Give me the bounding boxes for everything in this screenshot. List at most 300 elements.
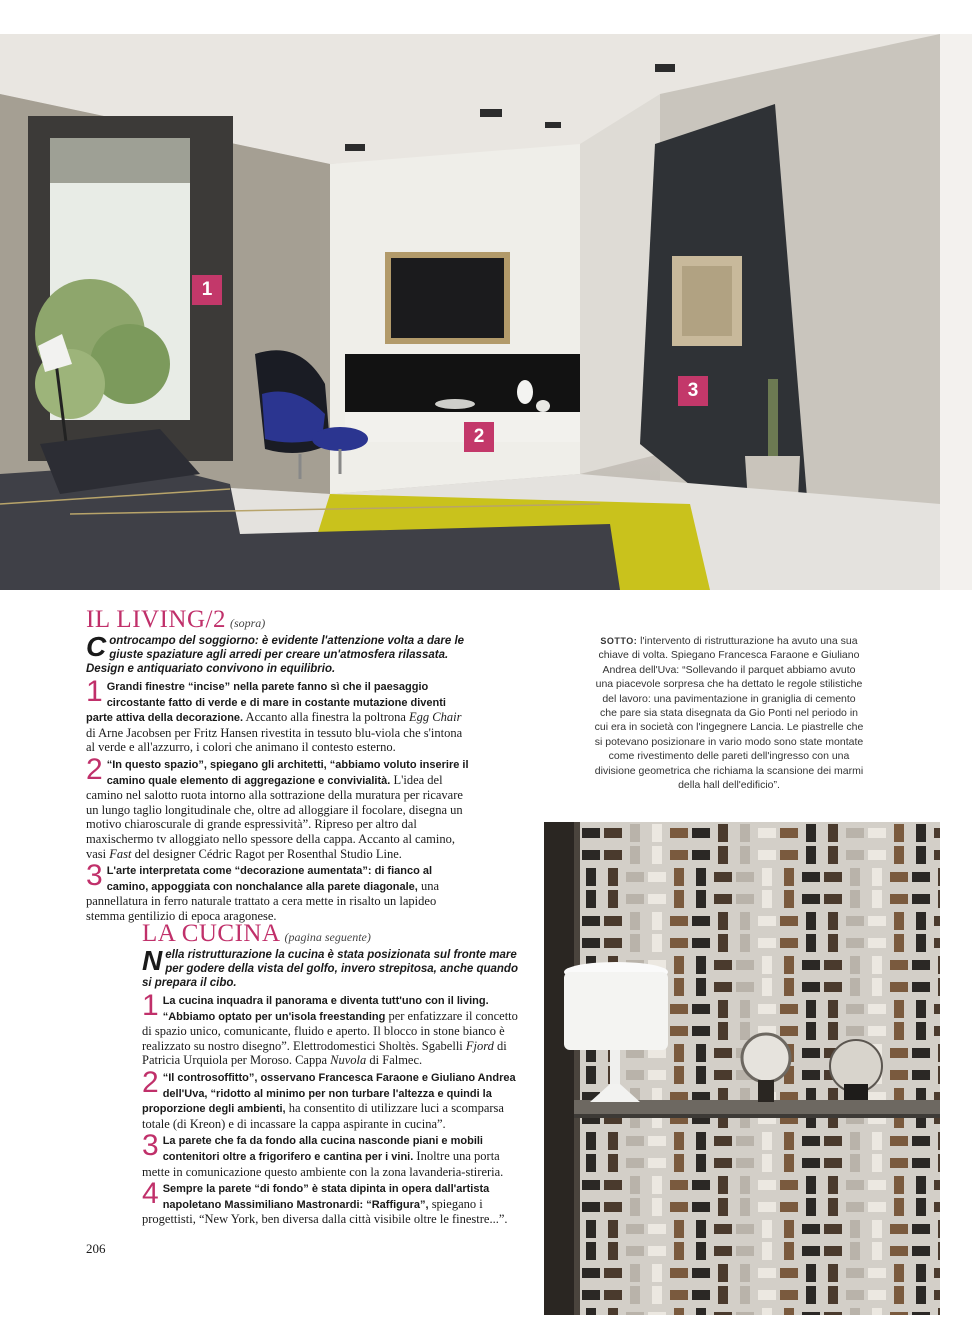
- tile: [692, 1004, 710, 1014]
- tile: [802, 1048, 820, 1058]
- tile: [652, 1198, 662, 1216]
- tile: [740, 1198, 750, 1216]
- living-section: [86, 606, 474, 924]
- tile: [670, 1290, 688, 1300]
- tile: [868, 1202, 886, 1212]
- tile: [604, 1290, 622, 1300]
- tile: [670, 1026, 688, 1036]
- tile: [846, 1026, 864, 1036]
- item-italic-text: Fast: [109, 846, 132, 861]
- tile: [652, 1176, 662, 1194]
- tile: [784, 978, 794, 996]
- item-text: di Falmec.: [366, 1053, 423, 1068]
- tile: [714, 982, 732, 992]
- tile: [806, 1198, 816, 1216]
- living-lead: [86, 631, 474, 676]
- tile: [736, 1158, 754, 1168]
- cucina-title-note: (pagina seguente): [284, 930, 371, 944]
- tile: [806, 1022, 816, 1040]
- tile: [934, 938, 940, 948]
- tile: [780, 1290, 798, 1300]
- tile: [934, 1004, 940, 1014]
- tile: [890, 1246, 908, 1256]
- tile: [582, 850, 600, 860]
- tile: [758, 1004, 776, 1014]
- tile: [938, 1066, 940, 1084]
- tile: [868, 1004, 886, 1014]
- item-bold-text: La parete che fa da fondo alla cucina nasconde piani e mobili contenitori oltre a frigorifero e cantina per i vini.: [162, 1135, 483, 1163]
- item-number: 1: [86, 675, 103, 708]
- tile: [718, 1000, 728, 1018]
- tile: [846, 1290, 864, 1300]
- tile: [604, 1202, 622, 1212]
- tile: [692, 916, 710, 926]
- tile: [604, 850, 622, 860]
- tile: [828, 846, 838, 864]
- tile: [670, 828, 688, 838]
- tile: [582, 1290, 600, 1300]
- tile: [692, 1290, 710, 1300]
- tile: [740, 934, 750, 952]
- item-bold-text: La cucina inquadra il panorama e diventa tutt'uno con il living. “Abbiamo optato per un'isola freestanding: [162, 995, 489, 1023]
- tile: [652, 846, 662, 864]
- tile: [626, 1136, 644, 1146]
- tile: [582, 1202, 600, 1212]
- tile: [894, 1264, 904, 1282]
- tile: [696, 1308, 706, 1315]
- tile: [784, 1308, 794, 1315]
- tile: [872, 1308, 882, 1315]
- tile: [868, 1026, 886, 1036]
- tile: [846, 850, 864, 860]
- tile: [604, 828, 622, 838]
- tile: [850, 1242, 860, 1260]
- tile: [674, 978, 684, 996]
- tile: [806, 1176, 816, 1194]
- tile: [802, 872, 820, 882]
- tile: [828, 934, 838, 952]
- tile: [758, 828, 776, 838]
- tile: [912, 1312, 930, 1315]
- marker-2-badge: 2: [464, 422, 494, 452]
- tile: [692, 1180, 710, 1190]
- tile: [670, 916, 688, 926]
- tile: [648, 1246, 666, 1256]
- tile: [916, 1286, 926, 1304]
- tile: [872, 890, 882, 908]
- tile: [586, 1066, 596, 1084]
- tile: [890, 872, 908, 882]
- tile: [714, 1136, 732, 1146]
- tile: [626, 872, 644, 882]
- tile: [604, 1180, 622, 1190]
- tile: [762, 868, 772, 886]
- tile: [696, 1066, 706, 1084]
- tile: [850, 978, 860, 996]
- tile: [696, 978, 706, 996]
- tile: [586, 890, 596, 908]
- tile: [828, 1198, 838, 1216]
- tile: [894, 1022, 904, 1040]
- tile: [850, 890, 860, 908]
- tile: [780, 850, 798, 860]
- tile: [762, 956, 772, 974]
- tile: [806, 912, 816, 930]
- tile: [652, 934, 662, 952]
- tile: [652, 824, 662, 842]
- tile: [938, 1308, 940, 1315]
- tile: [894, 934, 904, 952]
- tile: [868, 1268, 886, 1278]
- item-text: spiegano i progettisti, “New York, ben diversa dalla città visibile oltre le finestre...”.: [142, 1196, 508, 1227]
- tile: [736, 982, 754, 992]
- tile: [648, 1224, 666, 1234]
- tile: [868, 850, 886, 860]
- tile: [916, 824, 926, 842]
- tile: [718, 1176, 728, 1194]
- living-dropcap: C: [86, 631, 107, 662]
- living-lead-text: ontrocampo del soggiorno: è evidente l'attenzione volta a dare le giuste spaziature agli arredi per creare un'atmosfera rilassata. Design e antiquariato convivono in equilibrio.: [86, 635, 465, 675]
- tile: [736, 894, 754, 904]
- tile: [890, 982, 908, 992]
- tile: [648, 1312, 666, 1315]
- tile: [740, 1264, 750, 1282]
- tile: [714, 894, 732, 904]
- tile: [740, 824, 750, 842]
- tile: [582, 916, 600, 926]
- tile: [586, 1154, 596, 1172]
- tile: [718, 1022, 728, 1040]
- tile: [802, 1070, 820, 1080]
- tile: [758, 1202, 776, 1212]
- tile: [938, 1132, 940, 1150]
- tile: [714, 872, 732, 882]
- tile: [582, 828, 600, 838]
- tile: [780, 1004, 798, 1014]
- tile: [780, 1202, 798, 1212]
- item-bold-text: Grandi finestre “incise” nella parete fanno sì che il paesaggio circostante fatto di verde e di mare in costante mutazione diventi parte attiva della decorazione.: [86, 681, 446, 725]
- tile: [674, 1308, 684, 1315]
- tile: [648, 1158, 666, 1168]
- tile: [828, 1286, 838, 1304]
- tile: [890, 1224, 908, 1234]
- tile: [912, 1136, 930, 1146]
- tile: [916, 1264, 926, 1282]
- tile: [868, 1290, 886, 1300]
- tile: [784, 1154, 794, 1172]
- tile: [714, 1224, 732, 1234]
- tile: [850, 1308, 860, 1315]
- tile: [912, 960, 930, 970]
- tile: [604, 1268, 622, 1278]
- tile: [740, 1022, 750, 1040]
- tile: [718, 1264, 728, 1282]
- tile: [736, 1136, 754, 1146]
- tile: [934, 1180, 940, 1190]
- tile: [692, 1026, 710, 1036]
- tile: [736, 1224, 754, 1234]
- tile: [758, 1290, 776, 1300]
- tile: [692, 850, 710, 860]
- tile: [696, 890, 706, 908]
- tile: [894, 1000, 904, 1018]
- tile: [670, 1202, 688, 1212]
- tile: [806, 1286, 816, 1304]
- tile: [912, 872, 930, 882]
- tile: [824, 872, 842, 882]
- tile: [850, 1220, 860, 1238]
- tile: [850, 1154, 860, 1172]
- tile: [828, 1176, 838, 1194]
- tile: [912, 1246, 930, 1256]
- tile: [608, 1220, 618, 1238]
- tile: [824, 1136, 842, 1146]
- tile: [828, 1022, 838, 1040]
- item-text: per enfatizzare il concetto di spazio unico, comunicante, fluido e aperto. Il blocco in stone bianco è realizzato su nostro disegno”. Elettrodomestici Sholtès. Sgabelli: [142, 1008, 518, 1053]
- tile: [806, 1264, 816, 1282]
- tile: [802, 1246, 820, 1256]
- cucina-item-3: [142, 1129, 524, 1179]
- tile: [802, 1312, 820, 1315]
- tile: [630, 846, 640, 864]
- tile: [762, 890, 772, 908]
- tile: [938, 1044, 940, 1062]
- cucina-section: [142, 920, 524, 1227]
- item-text: Inoltre una porta mette in comunicazione questo ambiente con la zona lavanderia-stireria.: [142, 1148, 504, 1179]
- tile: [934, 828, 940, 838]
- tile: [938, 890, 940, 908]
- tile: [626, 1312, 644, 1315]
- tile: [872, 956, 882, 974]
- tile: [630, 1286, 640, 1304]
- item-number: 3: [142, 1129, 159, 1163]
- tile: [758, 938, 776, 948]
- tile: [828, 1000, 838, 1018]
- tile: [648, 1070, 666, 1080]
- cucina-item-1: [142, 989, 524, 1068]
- item-text: Accanto alla finestra la poltrona: [243, 710, 410, 725]
- tile: [916, 912, 926, 930]
- tile: [630, 1198, 640, 1216]
- tile: [802, 894, 820, 904]
- cucina-dropcap: N: [142, 945, 163, 976]
- tile: [872, 1242, 882, 1260]
- tile: [802, 1224, 820, 1234]
- tile: [626, 1158, 644, 1168]
- tile: [846, 916, 864, 926]
- tile: [696, 868, 706, 886]
- tile: [802, 982, 820, 992]
- tile: [674, 956, 684, 974]
- tile: [626, 894, 644, 904]
- item-number: 2: [142, 1065, 159, 1099]
- tile: [714, 1312, 732, 1315]
- item-italic-text: Nuvola: [330, 1053, 367, 1068]
- tiles-illustration: [544, 822, 940, 1315]
- tile: [846, 938, 864, 948]
- tile: [894, 912, 904, 930]
- tile: [846, 1004, 864, 1014]
- living-room-photo: [0, 34, 940, 590]
- tile: [916, 1198, 926, 1216]
- tile: [828, 912, 838, 930]
- tile: [894, 824, 904, 842]
- tile: [762, 978, 772, 996]
- tile: [582, 938, 600, 948]
- item-number: 3: [86, 859, 103, 893]
- tile: [806, 846, 816, 864]
- tile: [784, 1242, 794, 1260]
- living-room-illustration: [0, 34, 940, 590]
- tile: [714, 1246, 732, 1256]
- tile: [784, 868, 794, 886]
- tile: [938, 956, 940, 974]
- tile: [582, 1180, 600, 1190]
- tile: [912, 982, 930, 992]
- tile: [736, 872, 754, 882]
- tile: [806, 934, 816, 952]
- tile: [916, 934, 926, 952]
- tile: [872, 978, 882, 996]
- item-bold-text: “In questo spazio”, spiegano gli architetti, “abbiamo voluto inserire il camino quale elemento di aggregazione e convivialità.: [106, 758, 469, 787]
- tile: [696, 1132, 706, 1150]
- tile: [674, 1220, 684, 1238]
- tile: [890, 1158, 908, 1168]
- tile: [626, 1246, 644, 1256]
- tile: [850, 1132, 860, 1150]
- tile: [890, 1070, 908, 1080]
- caption-label: SOTTO:: [600, 636, 638, 646]
- tile: [674, 1132, 684, 1150]
- tile: [912, 1224, 930, 1234]
- tile: [762, 1308, 772, 1315]
- tile: [692, 938, 710, 948]
- tile: [824, 982, 842, 992]
- tile: [718, 934, 728, 952]
- cucina-item-4: [142, 1177, 524, 1227]
- tile: [802, 960, 820, 970]
- tile: [780, 1180, 798, 1190]
- tile: [846, 1180, 864, 1190]
- tile: [652, 1286, 662, 1304]
- tile: [608, 1242, 618, 1260]
- tile: [692, 1202, 710, 1212]
- tile: [894, 846, 904, 864]
- cucina-item-2: [142, 1065, 524, 1131]
- tile: [718, 912, 728, 930]
- tile: [784, 1220, 794, 1238]
- tile: [736, 960, 754, 970]
- tile: [630, 824, 640, 842]
- item-text: una pannellatura in ferro naturale trattato a cera mette in risalto un lapideo stemma gentilizio di epoca aragonese.: [86, 878, 440, 923]
- tile: [780, 938, 798, 948]
- item-bold-text: “Il controsoffitto”, osservano Francesca Faraone e Giuliano Andrea dell'Uva, “ridotto al minimo per non turbare l'altezza e quindi la proporzione degli ambienti,: [142, 1071, 516, 1116]
- tile: [762, 1132, 772, 1150]
- tile: [780, 916, 798, 926]
- tile: [608, 1132, 618, 1150]
- tile: [850, 868, 860, 886]
- entrance-tiles-photo: [544, 822, 940, 1315]
- marker-3-badge: 3: [678, 376, 708, 406]
- tile: [938, 1220, 940, 1238]
- tile: [828, 824, 838, 842]
- tile: [630, 1176, 640, 1194]
- living-title: [86, 606, 474, 634]
- living-title-note: (sopra): [229, 616, 266, 630]
- tile: [670, 1004, 688, 1014]
- item-text: di Patricia Urquiola per Moroso. Cappa: [142, 1038, 507, 1068]
- tile: [670, 1268, 688, 1278]
- tile: [648, 894, 666, 904]
- item-italic-text: Fjord: [465, 1038, 494, 1053]
- tile: [780, 828, 798, 838]
- tile: [846, 1268, 864, 1278]
- item-text: L'idea del camino nel salotto ruota intorno alla sottrazione della muratura per ricavare un lungo taglio longitudinale che, oltre ad alloggiare il focolare, disegna un motivo chiaroscurale di grande espressività”. Ripreso per altro dal maxischermo tv alloggiato nello spessore della cappa. Accanto al camino, vasi: [86, 772, 463, 861]
- tile: [784, 956, 794, 974]
- tile: [626, 1070, 644, 1080]
- tile: [736, 1246, 754, 1256]
- tile: [586, 1242, 596, 1260]
- tile: [868, 938, 886, 948]
- tile: [714, 1158, 732, 1168]
- tile: [912, 894, 930, 904]
- tile: [824, 894, 842, 904]
- cucina-title-text: LA CUCINA: [142, 920, 281, 947]
- tile: [648, 1136, 666, 1146]
- tile: [916, 846, 926, 864]
- tile: [938, 1154, 940, 1172]
- tile: [894, 1198, 904, 1216]
- tile: [934, 1268, 940, 1278]
- tile: [740, 1000, 750, 1018]
- cucina-lead-text: ella ristrutturazione la cucina è stata posizionata sul fronte mare per godere della vista del golfo, invero strepitosa, anche quando si prepara il cibo.: [142, 949, 518, 989]
- tile: [784, 890, 794, 908]
- tile: [670, 850, 688, 860]
- tile: [630, 1264, 640, 1282]
- page-edge: [940, 34, 972, 590]
- item-number: 1: [142, 989, 159, 1022]
- tile: [938, 978, 940, 996]
- tile: [692, 1268, 710, 1278]
- living-title-text: IL LIVING/2: [86, 606, 226, 633]
- tile: [890, 894, 908, 904]
- tile: [872, 1220, 882, 1238]
- item-text: ha consentito di utilizzare luci a scomparsa totale (di Kreon) e di incassare la cappa aspirante in cucina”.: [142, 1101, 504, 1131]
- tile: [806, 824, 816, 842]
- tile: [758, 850, 776, 860]
- tile: [784, 1132, 794, 1150]
- tile: [608, 890, 618, 908]
- tile: [674, 1154, 684, 1172]
- tile: [802, 1158, 820, 1168]
- tile: [718, 1198, 728, 1216]
- tile: [762, 1154, 772, 1172]
- tile: [758, 1268, 776, 1278]
- tile: [586, 1220, 596, 1238]
- tile: [868, 916, 886, 926]
- tile: [780, 1268, 798, 1278]
- tile: [696, 956, 706, 974]
- tile: [740, 912, 750, 930]
- tile: [692, 828, 710, 838]
- tile: [762, 1220, 772, 1238]
- living-item-1: [86, 675, 474, 755]
- tile: [714, 1070, 732, 1080]
- tile: [890, 1312, 908, 1315]
- tile: [718, 1286, 728, 1304]
- marker-1-badge: 1: [192, 275, 222, 305]
- living-item-2: [86, 752, 474, 861]
